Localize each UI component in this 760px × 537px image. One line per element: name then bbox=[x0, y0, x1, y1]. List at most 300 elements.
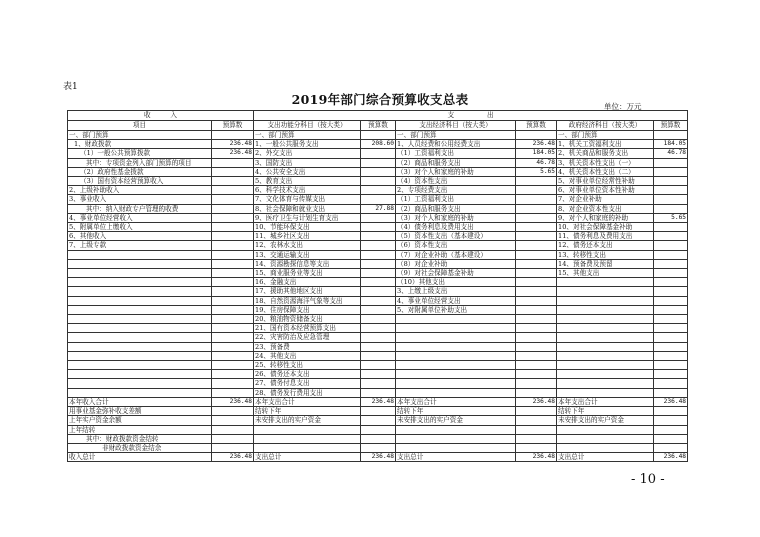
table-row bbox=[68, 351, 688, 360]
table-cell: 用事业基金弥补收支差额 bbox=[68, 407, 212, 416]
table-cell bbox=[654, 287, 688, 296]
table-cell bbox=[516, 434, 557, 443]
table-cell bbox=[212, 259, 254, 268]
table-cell bbox=[68, 324, 212, 333]
table-cell bbox=[212, 333, 254, 342]
table-cell bbox=[396, 388, 516, 397]
table-cell bbox=[654, 333, 688, 342]
table-cell bbox=[361, 324, 396, 333]
table-cell bbox=[654, 416, 688, 425]
table-cell bbox=[361, 250, 396, 259]
table-cell bbox=[557, 361, 654, 370]
table-cell bbox=[654, 379, 688, 388]
table-row bbox=[68, 177, 688, 186]
table-row bbox=[68, 397, 688, 406]
table-cell: 6、科学技术支出 bbox=[254, 186, 361, 195]
table-cell bbox=[654, 388, 688, 397]
table-cell: 一、部门预算 bbox=[68, 131, 212, 140]
page-title: 2019年部门综合预算收支总表 bbox=[291, 92, 469, 107]
table-cell: 5、教育支出 bbox=[254, 177, 361, 186]
table-cell bbox=[654, 186, 688, 195]
table-cell bbox=[68, 388, 212, 397]
table-cell: （4）资本性支出 bbox=[396, 177, 516, 186]
table-cell bbox=[516, 333, 557, 342]
table-cell: 一、部门预算 bbox=[254, 131, 361, 140]
table-row bbox=[68, 195, 688, 204]
table-cell bbox=[254, 434, 361, 443]
table-row bbox=[68, 213, 688, 222]
table-cell bbox=[516, 296, 557, 305]
table-cell: 收入总计 bbox=[68, 453, 212, 462]
table-cell bbox=[557, 434, 654, 443]
table-cell bbox=[361, 269, 396, 278]
table-cell: 5、附属单位上缴收入 bbox=[68, 223, 212, 232]
table-cell bbox=[396, 443, 516, 452]
table-row bbox=[68, 315, 688, 324]
table-cell bbox=[654, 232, 688, 241]
table-cell bbox=[212, 269, 254, 278]
table-cell: （5）资本性支出（基本建设） bbox=[396, 232, 516, 241]
table-cell: 11、债务利息及费用支出 bbox=[557, 232, 654, 241]
table-row bbox=[68, 342, 688, 351]
table-cell: 2、专项经费支出 bbox=[396, 186, 516, 195]
table-cell: 7、上级专款 bbox=[68, 241, 212, 250]
table-cell bbox=[68, 287, 212, 296]
table-cell bbox=[516, 250, 557, 259]
table-cell: 3、事业收入 bbox=[68, 195, 212, 204]
table-cell: （3）对个人和家庭的补助 bbox=[396, 213, 516, 222]
table-cell: 19、住房保障支出 bbox=[254, 305, 361, 314]
table-cell: 46.78 bbox=[516, 158, 557, 167]
column-header: 支出功能分科目（按大类） bbox=[254, 121, 361, 131]
column-header: 项目 bbox=[68, 121, 212, 131]
table-cell: 236.48 bbox=[212, 149, 254, 158]
table-cell bbox=[68, 269, 212, 278]
table-cell bbox=[361, 149, 396, 158]
table-cell bbox=[361, 361, 396, 370]
table-cell bbox=[68, 278, 212, 287]
table-row bbox=[68, 232, 688, 241]
table-cell: 1、一般公共服务支出 bbox=[254, 140, 361, 149]
table-cell bbox=[557, 443, 654, 452]
table-cell: 支出总计 bbox=[254, 453, 361, 462]
table-cell bbox=[557, 370, 654, 379]
table-cell: 其中：纳入财政专户管理的收费 bbox=[68, 204, 212, 213]
table-row bbox=[68, 379, 688, 388]
table-cell bbox=[361, 232, 396, 241]
table-cell bbox=[396, 315, 516, 324]
page-number: - 10 - bbox=[631, 472, 665, 487]
table-cell: （6）资本性支出 bbox=[396, 241, 516, 250]
table-cell: （2）政府性基金拨款 bbox=[68, 167, 212, 176]
table-row bbox=[68, 259, 688, 268]
table-cell: （9）对社会保障基金补助 bbox=[396, 269, 516, 278]
table-cell: （1）工资福利支出 bbox=[396, 149, 516, 158]
table-cell: 17、援助其他地区支出 bbox=[254, 287, 361, 296]
table-row bbox=[68, 223, 688, 232]
table-cell bbox=[68, 351, 212, 360]
table-cell bbox=[654, 315, 688, 324]
table-cell: 14、预备费及预留 bbox=[557, 259, 654, 268]
table-cell bbox=[361, 379, 396, 388]
table-cell bbox=[557, 351, 654, 360]
table-cell bbox=[212, 278, 254, 287]
table-cell bbox=[68, 250, 212, 259]
table-cell bbox=[212, 315, 254, 324]
table-row bbox=[68, 158, 688, 167]
table-cell bbox=[361, 434, 396, 443]
table-cell bbox=[557, 305, 654, 314]
table-cell bbox=[654, 407, 688, 416]
unit-label: 单位：万元 bbox=[604, 102, 642, 111]
table-cell bbox=[654, 361, 688, 370]
table-cell bbox=[516, 195, 557, 204]
table-cell: 10、节能环保支出 bbox=[254, 223, 361, 232]
table-cell bbox=[361, 305, 396, 314]
table-cell: 7、对企业补助 bbox=[557, 195, 654, 204]
table-cell bbox=[654, 342, 688, 351]
table-cell bbox=[557, 333, 654, 342]
table-cell: 27、债务付息支出 bbox=[254, 379, 361, 388]
table-row bbox=[68, 370, 688, 379]
table-cell: 236.48 bbox=[361, 397, 396, 406]
table-row bbox=[68, 361, 688, 370]
table-cell bbox=[516, 407, 557, 416]
table-cell: 一、部门预算 bbox=[557, 131, 654, 140]
table-cell bbox=[516, 379, 557, 388]
table-cell bbox=[361, 278, 396, 287]
table-cell bbox=[516, 443, 557, 452]
table-cell: 1、人员经费和公用经费支出 bbox=[396, 140, 516, 149]
table-cell: 10、对社会保障基金补助 bbox=[557, 223, 654, 232]
table-cell bbox=[654, 204, 688, 213]
table-cell bbox=[212, 296, 254, 305]
table-cell bbox=[361, 416, 396, 425]
table-cell bbox=[361, 186, 396, 195]
table-cell bbox=[361, 388, 396, 397]
table-cell bbox=[361, 351, 396, 360]
table-cell bbox=[212, 361, 254, 370]
table-cell: 6、对事业单位资本性补助 bbox=[557, 186, 654, 195]
table-cell: 236.48 bbox=[361, 453, 396, 462]
table-cell bbox=[212, 177, 254, 186]
table-cell: 其中：专项资金列入部门预算的项目 bbox=[68, 158, 212, 167]
table-cell: （1）一般公共预算拨款 bbox=[68, 149, 212, 158]
table-cell bbox=[361, 425, 396, 434]
table-cell: （4）债务利息及费用支出 bbox=[396, 223, 516, 232]
table-cell bbox=[516, 131, 557, 140]
table-cell bbox=[212, 324, 254, 333]
table-cell bbox=[212, 434, 254, 443]
table-cell bbox=[654, 195, 688, 204]
table-cell bbox=[654, 223, 688, 232]
table-cell bbox=[68, 361, 212, 370]
table-cell bbox=[361, 158, 396, 167]
column-header-row bbox=[68, 121, 688, 131]
table-row bbox=[68, 443, 688, 452]
table-cell bbox=[516, 259, 557, 268]
table-row bbox=[68, 167, 688, 176]
table-cell bbox=[516, 177, 557, 186]
table-cell: 20、粮油物资储备支出 bbox=[254, 315, 361, 324]
table-cell bbox=[361, 287, 396, 296]
table-cell bbox=[68, 259, 212, 268]
table-cell: 2、上级补助收入 bbox=[68, 186, 212, 195]
table-cell bbox=[212, 204, 254, 213]
table-cell bbox=[361, 131, 396, 140]
table-row bbox=[68, 287, 688, 296]
table-cell bbox=[212, 416, 254, 425]
table-cell bbox=[516, 269, 557, 278]
table-cell bbox=[516, 416, 557, 425]
table-cell bbox=[212, 195, 254, 204]
table-cell bbox=[361, 333, 396, 342]
table-cell bbox=[516, 351, 557, 360]
table-cell: 13、转移性支出 bbox=[557, 250, 654, 259]
table-cell: 5、对附属单位补助支出 bbox=[396, 305, 516, 314]
table-cell bbox=[212, 213, 254, 222]
table-cell bbox=[68, 370, 212, 379]
table-cell bbox=[516, 278, 557, 287]
table-cell: （10）其他支出 bbox=[396, 278, 516, 287]
table-cell bbox=[654, 241, 688, 250]
table-cell: 4、事业单位经营支出 bbox=[396, 296, 516, 305]
table-row bbox=[68, 324, 688, 333]
table-cell bbox=[654, 269, 688, 278]
table-cell bbox=[654, 324, 688, 333]
table-cell: （1）工资福利支出 bbox=[396, 195, 516, 204]
table-row bbox=[68, 131, 688, 140]
table-cell: （2）商品和服务支出 bbox=[396, 204, 516, 213]
table-row bbox=[68, 269, 688, 278]
table-cell: 5.65 bbox=[654, 213, 688, 222]
table-cell bbox=[212, 241, 254, 250]
table-cell bbox=[212, 305, 254, 314]
table-cell bbox=[361, 342, 396, 351]
table-cell bbox=[557, 278, 654, 287]
table-cell: 23、预备费 bbox=[254, 342, 361, 351]
table-cell bbox=[557, 315, 654, 324]
table-cell bbox=[361, 223, 396, 232]
table-cell bbox=[212, 232, 254, 241]
table-cell bbox=[361, 195, 396, 204]
table-cell bbox=[396, 324, 516, 333]
table-cell: 一、部门预算 bbox=[396, 131, 516, 140]
table-cell bbox=[361, 167, 396, 176]
table-cell bbox=[516, 186, 557, 195]
table-cell: 236.48 bbox=[516, 397, 557, 406]
table-cell: 184.05 bbox=[516, 149, 557, 158]
table-row bbox=[68, 416, 688, 425]
table-cell bbox=[557, 324, 654, 333]
table-cell bbox=[654, 278, 688, 287]
table-row bbox=[68, 305, 688, 314]
table-cell bbox=[396, 342, 516, 351]
group-header-row bbox=[68, 111, 688, 121]
table-cell bbox=[516, 287, 557, 296]
table-cell bbox=[654, 443, 688, 452]
table-cell bbox=[254, 443, 361, 452]
table-cell bbox=[516, 223, 557, 232]
table-cell bbox=[396, 351, 516, 360]
table-cell bbox=[212, 250, 254, 259]
table-cell bbox=[557, 287, 654, 296]
table-cell bbox=[361, 177, 396, 186]
table-cell bbox=[516, 241, 557, 250]
column-header: 政府经济科目（按大类） bbox=[557, 121, 654, 131]
table-cell bbox=[557, 342, 654, 351]
table-cell bbox=[212, 158, 254, 167]
table-cell: 本年支出合计 bbox=[557, 397, 654, 406]
table-cell: 236.48 bbox=[212, 140, 254, 149]
table-cell bbox=[212, 379, 254, 388]
table-cell: 28、债务发行费用支出 bbox=[254, 388, 361, 397]
table-cell: 26、债务还本支出 bbox=[254, 370, 361, 379]
table-cell bbox=[361, 259, 396, 268]
table-cell bbox=[361, 296, 396, 305]
table-cell bbox=[654, 158, 688, 167]
table-cell bbox=[654, 425, 688, 434]
table-cell: 22、灾害防治及应急管理 bbox=[254, 333, 361, 342]
expense-group-header: 支 出 bbox=[254, 111, 688, 121]
table-cell: 1、财政拨款 bbox=[68, 140, 212, 149]
table-cell bbox=[212, 223, 254, 232]
table-row bbox=[68, 149, 688, 158]
table-cell bbox=[361, 443, 396, 452]
table-cell: 184.05 bbox=[654, 140, 688, 149]
table-cell: 16、金融支出 bbox=[254, 278, 361, 287]
table-cell: 236.48 bbox=[212, 397, 254, 406]
column-header: 支出经济科目（按大类） bbox=[396, 121, 516, 131]
table-cell: 8、对企业资本性支出 bbox=[557, 204, 654, 213]
table-cell: 4、事业单位经营收入 bbox=[68, 213, 212, 222]
table-cell bbox=[361, 370, 396, 379]
table-cell: （7）对企业补助（基本建设） bbox=[396, 250, 516, 259]
table-cell bbox=[212, 443, 254, 452]
table-cell: 13、交通运输支出 bbox=[254, 250, 361, 259]
table-cell bbox=[516, 324, 557, 333]
table-cell bbox=[557, 379, 654, 388]
table-cell bbox=[212, 342, 254, 351]
table-cell bbox=[516, 315, 557, 324]
table-cell: 4、公共安全支出 bbox=[254, 167, 361, 176]
table-cell bbox=[68, 296, 212, 305]
table-cell: 上年结转 bbox=[68, 425, 212, 434]
table-cell: 15、其他支出 bbox=[557, 269, 654, 278]
table-cell: （3）对个人和家庭的补助 bbox=[396, 167, 516, 176]
table-cell bbox=[557, 425, 654, 434]
table-cell bbox=[557, 296, 654, 305]
table-cell: 8、社会保障和就业支出 bbox=[254, 204, 361, 213]
table-cell bbox=[557, 388, 654, 397]
table-cell: （2）商品和服务支出 bbox=[396, 158, 516, 167]
table-cell bbox=[516, 370, 557, 379]
table-cell bbox=[654, 177, 688, 186]
income-group-header: 收 入 bbox=[68, 111, 254, 121]
table-cell bbox=[654, 296, 688, 305]
table-cell: 236.48 bbox=[654, 453, 688, 462]
table-cell bbox=[212, 407, 254, 416]
table-cell bbox=[396, 361, 516, 370]
column-header: 预算数 bbox=[654, 121, 688, 131]
table-cell bbox=[654, 434, 688, 443]
table-cell: 208.60 bbox=[361, 140, 396, 149]
table-cell: 21、国有资本经营预算支出 bbox=[254, 324, 361, 333]
table-cell: 14、资源勘探信息等支出 bbox=[254, 259, 361, 268]
table-cell bbox=[396, 434, 516, 443]
table-cell bbox=[516, 361, 557, 370]
table-cell bbox=[212, 167, 254, 176]
table-cell bbox=[396, 370, 516, 379]
table-row bbox=[68, 388, 688, 397]
table-cell: 9、医疗卫生与计划生育支出 bbox=[254, 213, 361, 222]
table-cell: 结转下年 bbox=[557, 407, 654, 416]
table-cell: 1、机关工资福利支出 bbox=[557, 140, 654, 149]
table-cell bbox=[396, 333, 516, 342]
table-cell: 其中：财政拨款资金结转 bbox=[68, 434, 212, 443]
table-cell: 未安排支出的实户资金 bbox=[396, 416, 516, 425]
table-cell: 27.88 bbox=[361, 204, 396, 213]
table-cell bbox=[516, 213, 557, 222]
table-cell: 本年支出合计 bbox=[254, 397, 361, 406]
table-row bbox=[68, 140, 688, 149]
table-cell bbox=[654, 351, 688, 360]
table-cell: 支出总计 bbox=[396, 453, 516, 462]
table-cell bbox=[361, 241, 396, 250]
table-cell: 9、对个人和家庭的补助 bbox=[557, 213, 654, 222]
table-cell: 236.48 bbox=[654, 397, 688, 406]
table-row bbox=[68, 250, 688, 259]
table-cell: 15、商业服务业等支出 bbox=[254, 269, 361, 278]
table-cell: （8）对企业补助 bbox=[396, 259, 516, 268]
table-cell: 5.65 bbox=[516, 167, 557, 176]
table-cell: 25、转移性支出 bbox=[254, 361, 361, 370]
table-cell bbox=[396, 379, 516, 388]
column-header: 预算数 bbox=[361, 121, 396, 131]
table-cell bbox=[212, 287, 254, 296]
table-cell bbox=[516, 232, 557, 241]
table-cell bbox=[68, 342, 212, 351]
table-cell bbox=[654, 305, 688, 314]
table-row bbox=[68, 241, 688, 250]
table-cell: 3、机关资本性支出（一） bbox=[557, 158, 654, 167]
table-cell bbox=[68, 379, 212, 388]
table-cell: 3、上缴上级支出 bbox=[396, 287, 516, 296]
table-cell bbox=[516, 425, 557, 434]
table-cell: 非财政拨款资金结余 bbox=[68, 443, 212, 452]
table-cell: 上年实户资金余额 bbox=[68, 416, 212, 425]
table-cell bbox=[516, 342, 557, 351]
table-row bbox=[68, 333, 688, 342]
table-cell: 3、国防支出 bbox=[254, 158, 361, 167]
table-cell bbox=[654, 370, 688, 379]
table-cell bbox=[212, 370, 254, 379]
table-cell bbox=[212, 425, 254, 434]
table-cell bbox=[654, 250, 688, 259]
table-cell: 5、对事业单位经常性补助 bbox=[557, 177, 654, 186]
table-cell: 未安排支出的实户资金 bbox=[557, 416, 654, 425]
table-cell: 2、外交支出 bbox=[254, 149, 361, 158]
table-cell: 18、自然资源海洋气象等支出 bbox=[254, 296, 361, 305]
table-cell: 2、机关商品和服务支出 bbox=[557, 149, 654, 158]
table-cell: 结转下年 bbox=[254, 407, 361, 416]
table-cell: 24、其他支出 bbox=[254, 351, 361, 360]
table-cell: 未安排支出的实户资金 bbox=[254, 416, 361, 425]
table-cell bbox=[212, 131, 254, 140]
column-header: 预算数 bbox=[516, 121, 557, 131]
table-cell bbox=[516, 388, 557, 397]
table-cell: （3）国有资本经营预算收入 bbox=[68, 177, 212, 186]
